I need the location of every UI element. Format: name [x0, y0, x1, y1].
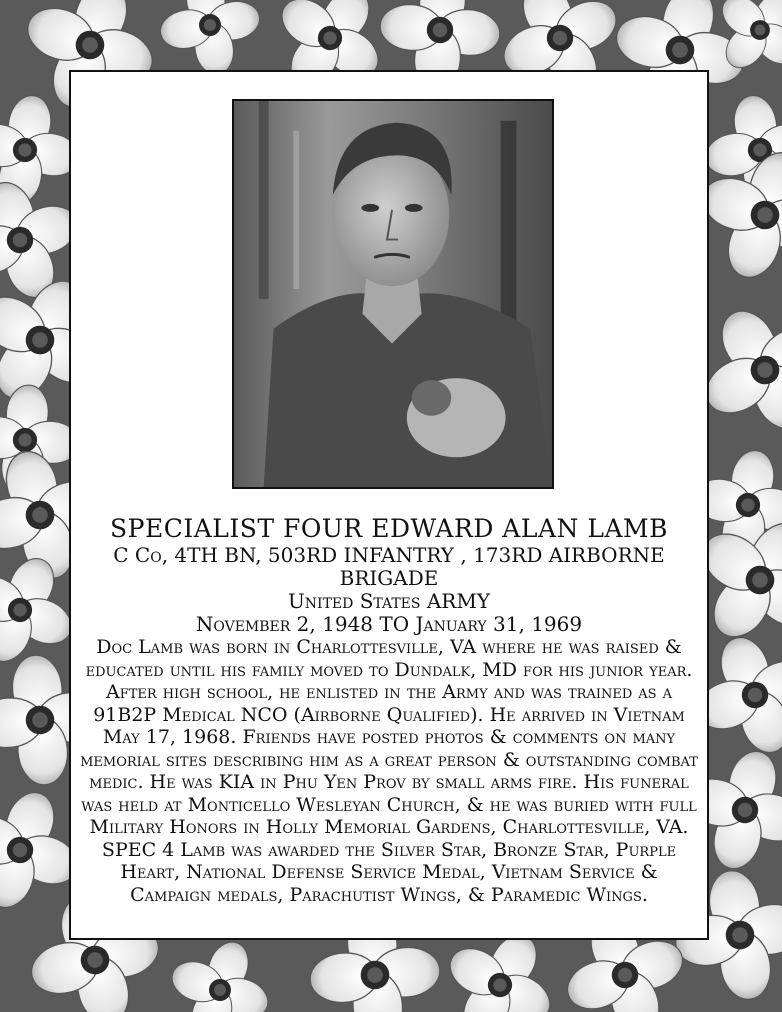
portrait-photo — [232, 99, 554, 489]
memorial-panel — [69, 70, 709, 940]
branch-line: United States ARMY — [287, 589, 491, 613]
service-dates: November 2, 1948 TO January 31, 1969 — [195, 612, 583, 636]
biography: Doc Lamb was born in Charlottesville, VA where he was raised & educated until his family moved to Dundalk, MD for his junior year. After high school, he enlisted in the Army and was trained as a 91B2P Medical NCO (Airborne Qualified). He arrived in Vietnam May 17, 1968. Friends have posted photos & comments on many memorial sites describing him as a great person & outstanding combat medic. He was KIA in Phu Yen Prov by small arms fire. His funeral was held at Monticello Wesleyan Church, & he was buried with full Military Honors in Holly Memorial Gardens, Charlottesville, VA. SPEC 4 Lamb was awarded the Silver Star, Bronze Star, Purple Heart, National Defense Service Medal, Vietnam Service & Campaign medals, Parachutist Wings, & Paramedic Wings. — [80, 636, 698, 906]
unit-line: C Co, 4TH BN, 503RD INFANTRY , 173RD AIRBORNE BRIGADE — [113, 543, 665, 590]
honoree-name: SPECIALIST FOUR EDWARD ALAN LAMB — [110, 514, 668, 543]
memorial-text — [75, 514, 703, 906]
